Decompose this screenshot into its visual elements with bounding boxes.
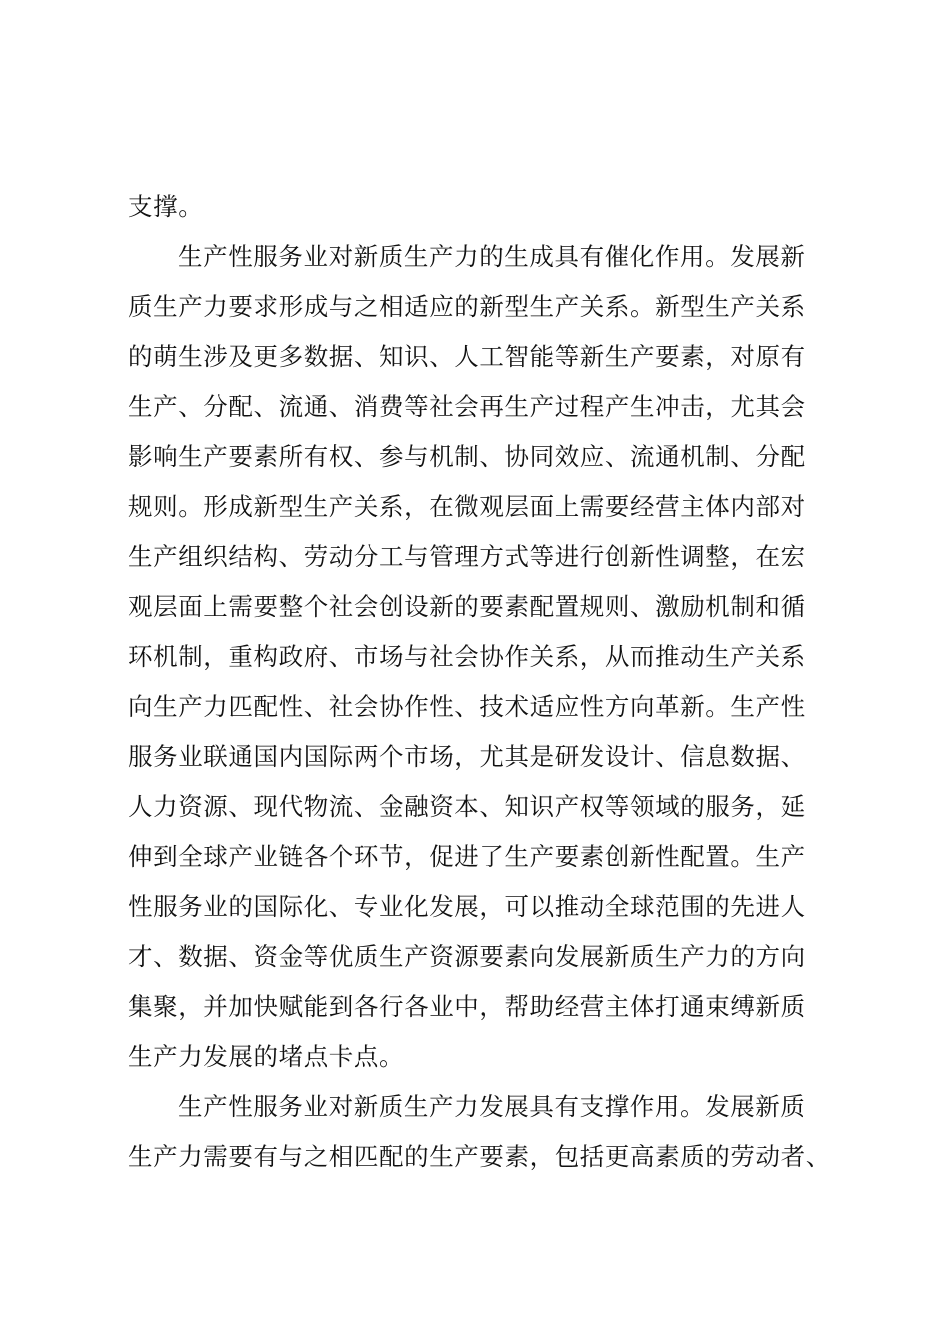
text-line: 生产力需要有与之相匹配的生产要素，包括更高素质的劳动者、 [128, 1142, 831, 1171]
text-line: 影响生产要素所有权、参与机制、协同效应、流通机制、分配 [128, 442, 806, 471]
text-line: 向生产力匹配性、社会协作性、技术适应性方向革新。生产性 [128, 692, 806, 721]
text-line: 观层面上需要整个社会创设新的要素配置规则、激励机制和循 [128, 592, 806, 621]
text-line: 性服务业的国际化、专业化发展，可以推动全球范围的先进人 [128, 892, 806, 921]
text-line: 人力资源、现代物流、金融资本、知识产权等领域的服务，延 [128, 792, 806, 821]
text-line: 的萌生涉及更多数据、知识、人工智能等新生产要素，对原有 [128, 342, 806, 371]
text-line: 服务业联通国内国际两个市场，尤其是研发设计、信息数据、 [128, 742, 806, 771]
text-line: 规则。形成新型生产关系，在微观层面上需要经营主体内部对 [128, 492, 806, 521]
text-line: 生产组织结构、劳动分工与管理方式等进行创新性调整，在宏 [128, 542, 806, 571]
text-line: 生产力发展的堵点卡点。 [128, 1042, 405, 1071]
text-line: 集聚，并加快赋能到各行各业中，帮助经营主体打通束缚新质 [128, 992, 806, 1021]
text-line: 环机制，重构政府、市场与社会协作关系，从而推动生产关系 [128, 642, 806, 671]
text-line-1: 支撑。 [128, 192, 204, 221]
text-line: 质生产力要求形成与之相适应的新型生产关系。新型生产关系 [128, 292, 806, 321]
text-line: 伸到全球产业链各个环节，促进了生产要素创新性配置。生产 [128, 842, 806, 871]
paragraph-1-first-line: 生产性服务业对新质生产力的生成具有催化作用。发展新 [178, 242, 806, 271]
paragraph-2-first-line: 生产性服务业对新质生产力发展具有支撑作用。发展新质 [178, 1092, 806, 1121]
text-line: 才、数据、资金等优质生产资源要素向发展新质生产力的方向 [128, 942, 806, 971]
text-line: 生产、分配、流通、消费等社会再生产过程产生冲击，尤其会 [128, 392, 806, 421]
